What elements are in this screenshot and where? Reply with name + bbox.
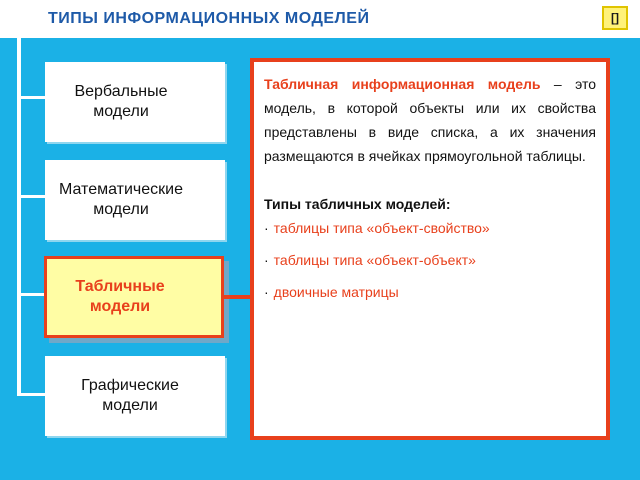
model-card-label: Графические модели [81, 377, 179, 414]
navigation-button[interactable]: [] [602, 6, 628, 30]
model-card-graphic[interactable] [45, 356, 225, 436]
definition-body: – это модель, в которой объекты или их свойства представлены в виде списка, а их значения размещаются в ячейках прямоугольной таблицы. [264, 76, 596, 164]
model-card-verbal[interactable] [45, 62, 225, 142]
tree-branch-line [17, 293, 45, 296]
model-card-label: Табличные модели [75, 278, 165, 315]
bullet-icon: · [264, 252, 269, 268]
model-card-math[interactable] [45, 160, 225, 240]
types-heading: Типы табличных моделей: [264, 196, 451, 212]
tree-branch-line [17, 393, 45, 396]
list-item: · таблицы типа «объект-свойство» [264, 220, 490, 236]
bullet-icon: · [264, 220, 269, 236]
tree-vertical-line [17, 38, 21, 396]
model-card-label: Математические модели [59, 181, 183, 218]
header-bar [0, 0, 640, 38]
active-card-connector [222, 295, 251, 299]
list-item: · двоичные матрицы [264, 284, 399, 300]
page-title: ТИПЫ ИНФОРМАЦИОННЫХ МОДЕЛЕЙ [48, 10, 370, 27]
tree-branch-line [17, 195, 45, 198]
types-list [264, 218, 596, 302]
model-card-table[interactable] [44, 256, 224, 338]
tree-branch-line [17, 96, 45, 99]
description-panel [250, 58, 610, 440]
bullet-icon: · [264, 284, 269, 300]
definition-term: Табличная информационная модель [264, 76, 541, 92]
model-card-label: Вербальные модели [74, 83, 168, 120]
list-item: · таблицы типа «объект-объект» [264, 252, 476, 268]
definition-text [264, 72, 596, 168]
